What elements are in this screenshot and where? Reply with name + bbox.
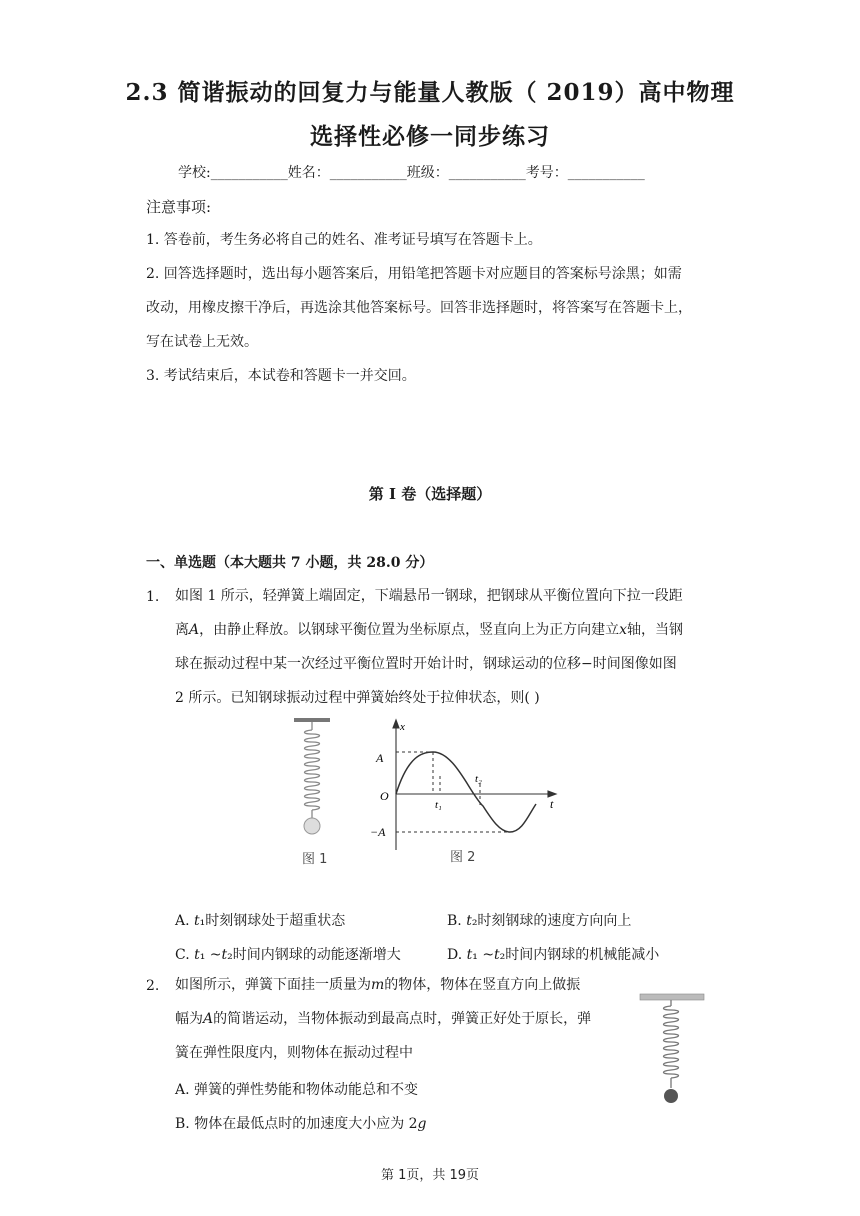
x-axis-arrow <box>393 720 399 728</box>
q1-figure2-graph <box>360 716 570 861</box>
x-axis-label: x <box>400 721 405 733</box>
mass-ball <box>664 1089 678 1103</box>
t-axis-label: t <box>550 797 554 811</box>
note-item-2-cont: 改动，用橡皮擦干净后，再选涂其他答案标号。回答非选择题时，将答案写在答题卡上， <box>146 300 692 316</box>
student-info-line: 学校:___________姓名：___________班级：___________考号：___________ <box>178 165 645 181</box>
q2-text-line3: 簧在弹性限度内，则物体在振动过程中 <box>175 1045 413 1061</box>
q1-option-b[interactable]: B. 𝑡₂时刻钢球的速度方向向上 <box>447 913 632 929</box>
t2-label: t₂ <box>475 773 482 785</box>
q2-option-a[interactable]: A. 弹簧的弹性势能和物体动能总和不变 <box>175 1082 419 1098</box>
question-number-2: 2. <box>146 978 160 994</box>
q1-text-line3: 球在振动过程中某一次经过平衡位置时开始计时，钢球运动的位移−时间图像如图 <box>175 656 677 672</box>
q1-text-line1: 如图 1 所示，轻弹簧上端固定，下端悬吊一钢球，把钢球从平衡位置向下拉一段距 <box>175 588 683 604</box>
ceiling-bar <box>294 718 330 722</box>
q1-text-line2: 离𝐴，由静止释放。以钢球平衡位置为坐标原点，竖直向上为正方向建立𝑥轴，当钢 <box>175 622 684 638</box>
q1-option-c[interactable]: C. 𝑡₁ ~𝑡₂时间内钢球的动能逐渐增大 <box>175 947 401 963</box>
neg-amplitude-label: −A <box>370 825 386 839</box>
volume-title: 第 I 卷（选择题） <box>368 485 492 503</box>
amplitude-label: A <box>376 751 384 765</box>
figure2-caption: 图 2 <box>450 850 476 865</box>
q2-text-line1: 如图所示，弹簧下面挂一质量为𝑚的物体，物体在竖直方向上做振 <box>175 977 581 993</box>
steel-ball <box>304 818 320 834</box>
note-item-2-end: 写在试卷上无效。 <box>146 334 258 350</box>
spring-coils <box>664 1000 679 1088</box>
q1-option-a[interactable]: A. 𝑡₁时刻钢球处于超重状态 <box>175 913 346 929</box>
q1-option-d[interactable]: D. 𝑡₁ ~𝑡₂时间内钢球的机械能减小 <box>447 947 660 963</box>
exam-title-line2: 选择性必修一同步练习 <box>310 123 550 150</box>
exam-title-line1: 2.3 简谐振动的回复力与能量人教版（ 2019）高中物理 <box>125 79 735 106</box>
note-item-3: 3. 考试结束后，本试卷和答题卡一并交回。 <box>146 368 416 384</box>
q2-text-line2: 幅为𝐴的简谐运动，当物体振动到最高点时，弹簧正好处于原长，弹 <box>175 1011 592 1027</box>
q1-figure1-spring <box>290 716 340 841</box>
t1-label: t₁ <box>435 799 442 811</box>
origin-label: O <box>380 789 389 803</box>
note-item-1: 1. 答卷前，考生务必将自己的姓名、准考证号填写在答题卡上。 <box>146 232 542 248</box>
figure1-caption: 图 1 <box>302 852 328 867</box>
page-footer: 第 1页，共 19页 <box>380 1168 480 1183</box>
notes-heading: 注意事项: <box>146 198 212 216</box>
q2-option-b[interactable]: B. 物体在最低点时的加速度大小应为 2𝑔 <box>175 1116 427 1132</box>
q1-text-line4: 2 所示。已知钢球振动过程中弹簧始终处于拉伸状态，则( ) <box>175 690 540 706</box>
ceiling-bar <box>640 994 704 1000</box>
question-number-1: 1. <box>146 589 160 605</box>
part-title: 一、单选题（本大题共 7 小题，共 28.0 分） <box>146 555 434 571</box>
displacement-curve <box>396 752 536 832</box>
note-item-2: 2. 回答选择题时，选出每小题答案后，用铅笔把答题卡对应题目的答案标号涂黑；如需 <box>146 266 682 282</box>
spring-coils <box>305 722 320 818</box>
q2-figure-spring <box>638 992 708 1108</box>
